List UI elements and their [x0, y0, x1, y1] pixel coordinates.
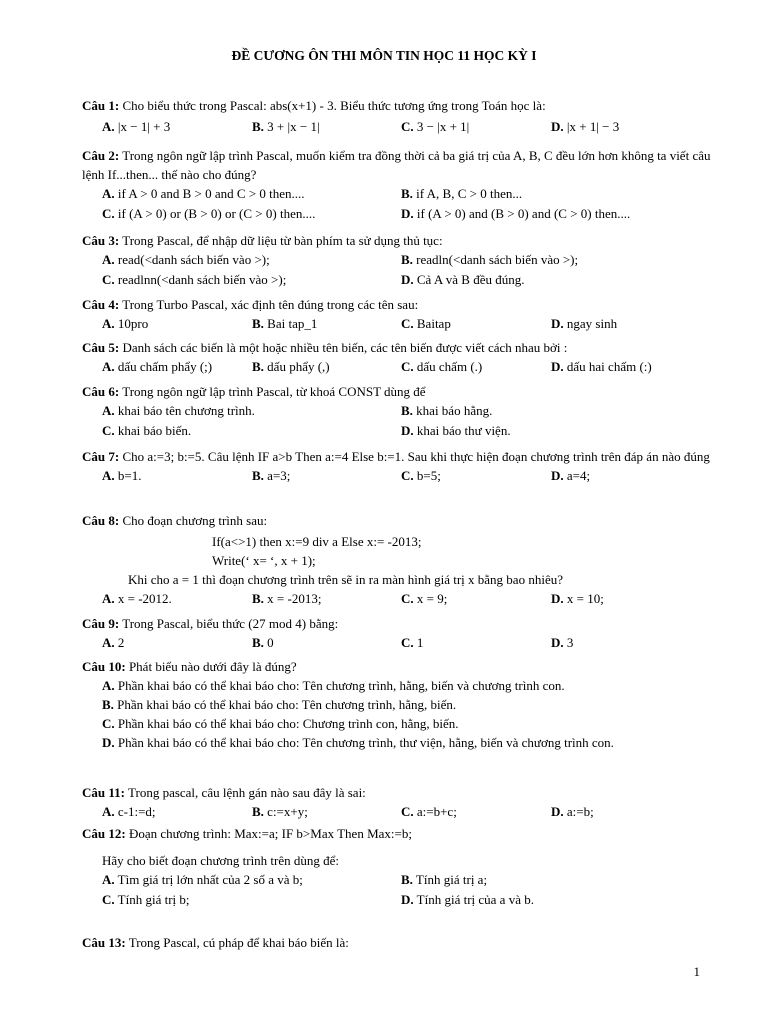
option-d: D. dấu hai chấm (:): [551, 359, 652, 374]
question-label: Câu 10:: [82, 659, 126, 674]
option-a: A. 10pro: [102, 316, 149, 331]
option-c: C. dấu chấm (.): [401, 359, 483, 374]
question-text: Đoạn chương trình: Max:=a; IF b>Max Then Max:=b;: [125, 826, 412, 841]
question-text: Cho đoạn chương trình sau:: [119, 513, 268, 528]
option-d: D. ngay sinh: [551, 316, 618, 331]
option-a: A. Tìm giá trị lớn nhất của 2 số a và b;: [102, 872, 303, 887]
option-d: D. 3: [551, 635, 574, 650]
option-c: C. Phần khai báo có thể khai báo cho: Chương trình con, hằng, biến.: [102, 716, 459, 731]
option-d: D. x = 10;: [551, 591, 604, 606]
question-1: [82, 96, 712, 137]
option-a: A. 2: [102, 635, 125, 650]
question-label: Câu 6:: [82, 384, 120, 399]
option-a: A. c-1:=d;: [102, 804, 156, 819]
question-13: [82, 933, 712, 952]
question-text: Cho biểu thức trong Pascal: abs(x+1) - 3. Biểu thức tương ứng trong Toán học là:: [119, 98, 546, 113]
option-b: B. c:=x+y;: [252, 804, 308, 819]
question-10: [82, 657, 712, 752]
question-4: [82, 295, 712, 334]
option-c: C. khai báo biến.: [102, 423, 192, 438]
question-text: Trong ngôn ngữ lập trình Pascal, muốn kiểm tra đồng thời cả ba giá trị của A, B, C đều lớn hơn không ta viết câu lệnh If...then... thế nào cho đúng?: [82, 148, 711, 182]
option-b: B. khai báo hằng.: [401, 403, 493, 418]
question-2: [82, 146, 712, 224]
option-a: A. b=1.: [102, 468, 142, 483]
option-d: D. Tính giá trị của a và b.: [401, 892, 534, 907]
option-b: B. 3 + |x − 1|: [252, 119, 320, 134]
question-text: Phát biểu nào dưới đây là đúng?: [125, 659, 297, 674]
question-label: Câu 7:: [82, 449, 120, 464]
question-12: [82, 824, 712, 910]
question-label: Câu 5:: [82, 340, 120, 355]
option-c: C. 3 − |x + 1|: [401, 119, 470, 134]
question-7: [82, 447, 712, 486]
document-title: ĐỀ CƯƠNG ÔN THI MÔN TIN HỌC 11 HỌC KỲ I: [231, 48, 537, 63]
question-8: [82, 511, 712, 609]
option-a: A. khai báo tên chương trình.: [102, 403, 255, 418]
question-label: Câu 3:: [82, 233, 120, 248]
option-b: B. if A, B, C > 0 then...: [401, 186, 523, 201]
question-3: [82, 231, 712, 290]
option-c: C. Baitap: [401, 316, 451, 331]
question-text: Trong ngôn ngữ lập trình Pascal, từ khoá CONST dùng để: [119, 384, 426, 399]
question-11: [82, 783, 712, 822]
option-b: B. 0: [252, 635, 274, 650]
option-d: D. khai báo thư viện.: [401, 423, 511, 438]
code-line: If(a<>1) then x:=9 div a Else x:= -2013;: [212, 534, 422, 549]
question-extra: Hãy cho biết đoạn chương trình trên dùng để:: [102, 853, 340, 868]
question-text: Cho a:=3; b:=5. Câu lệnh IF a>b Then a:=4 Else b:=1. Sau khi thực hiện đoạn chương trình trên đáp án nào đúng: [119, 449, 710, 464]
question-label: Câu 11:: [82, 785, 125, 800]
question-text: Trong Pascal, cú pháp để khai báo biến là:: [125, 935, 349, 950]
option-c: C. 1: [401, 635, 424, 650]
option-c: C. Tính giá trị b;: [102, 892, 190, 907]
page-number: 1: [693, 964, 700, 979]
question-label: Câu 9:: [82, 616, 120, 631]
option-d: D. Phần khai báo có thể khai báo cho: Tên chương trình, thư viện, hằng, biến và chương trình con.: [102, 735, 614, 750]
question-label: Câu 13:: [82, 935, 126, 950]
question-extra: Khi cho a = 1 thì đoạn chương trình trên sẽ in ra màn hình giá trị x bằng bao nhiêu?: [128, 572, 563, 587]
option-a: A. Phần khai báo có thể khai báo cho: Tên chương trình, hằng, biến và chương trình con.: [102, 678, 565, 693]
question-text: Trong Pascal, biểu thức (27 mod 4) bằng:: [119, 616, 339, 631]
option-d: D. |x + 1| − 3: [551, 119, 620, 134]
option-d: D. a:=b;: [551, 804, 594, 819]
question-text: Danh sách các biến là một hoặc nhiều tên biến, các tên biến được viết cách nhau bởi :: [119, 340, 568, 355]
option-c: C. b=5;: [401, 468, 441, 483]
question-label: Câu 1:: [82, 98, 120, 113]
option-b: B. readln(<danh sách biến vào >);: [401, 252, 579, 267]
question-label: Câu 12:: [82, 826, 126, 841]
option-c: C. if (A > 0) or (B > 0) or (C > 0) then....: [102, 206, 316, 221]
option-b: B. dấu phẩy (,): [252, 359, 330, 374]
question-9: [82, 614, 712, 653]
option-a: A. dấu chấm phẩy (;): [102, 359, 213, 374]
option-a: A. if A > 0 and B > 0 and C > 0 then....: [102, 186, 305, 201]
option-b: B. Phần khai báo có thể khai báo cho: Tên chương trình, hằng, biến.: [102, 697, 457, 712]
question-label: Câu 8:: [82, 513, 120, 528]
option-b: B. Bai tap_1: [252, 316, 318, 331]
option-d: D. Cả A và B đều đúng.: [401, 272, 525, 287]
option-c: C. readlnn(<danh sách biến vào >);: [102, 272, 287, 287]
question-6: [82, 382, 712, 441]
question-label: Câu 4:: [82, 297, 120, 312]
option-a: A. read(<danh sách biến vào >);: [102, 252, 270, 267]
option-b: B. x = -2013;: [252, 591, 322, 606]
option-d: D. if (A > 0) and (B > 0) and (C > 0) then....: [401, 206, 631, 221]
option-d: D. a=4;: [551, 468, 591, 483]
option-c: C. x = 9;: [401, 591, 448, 606]
option-a: A. x = -2012.: [102, 591, 172, 606]
question-label: Câu 2:: [82, 148, 120, 163]
question-text: Trong Pascal, để nhập dữ liệu từ bàn phím ta sử dụng thủ tục:: [119, 233, 443, 248]
code-line: Write(‘ x= ‘, x + 1);: [212, 553, 316, 568]
question-text: Trong pascal, câu lệnh gán nào sau đây là sai:: [124, 785, 366, 800]
option-c: C. a:=b+c;: [401, 804, 457, 819]
option-b: B. Tính giá trị a;: [401, 872, 488, 887]
question-5: [82, 338, 712, 377]
question-text: Trong Turbo Pascal, xác định tên đúng trong các tên sau:: [119, 297, 419, 312]
option-b: B. a=3;: [252, 468, 291, 483]
option-a: A. |x − 1| + 3: [102, 119, 171, 134]
